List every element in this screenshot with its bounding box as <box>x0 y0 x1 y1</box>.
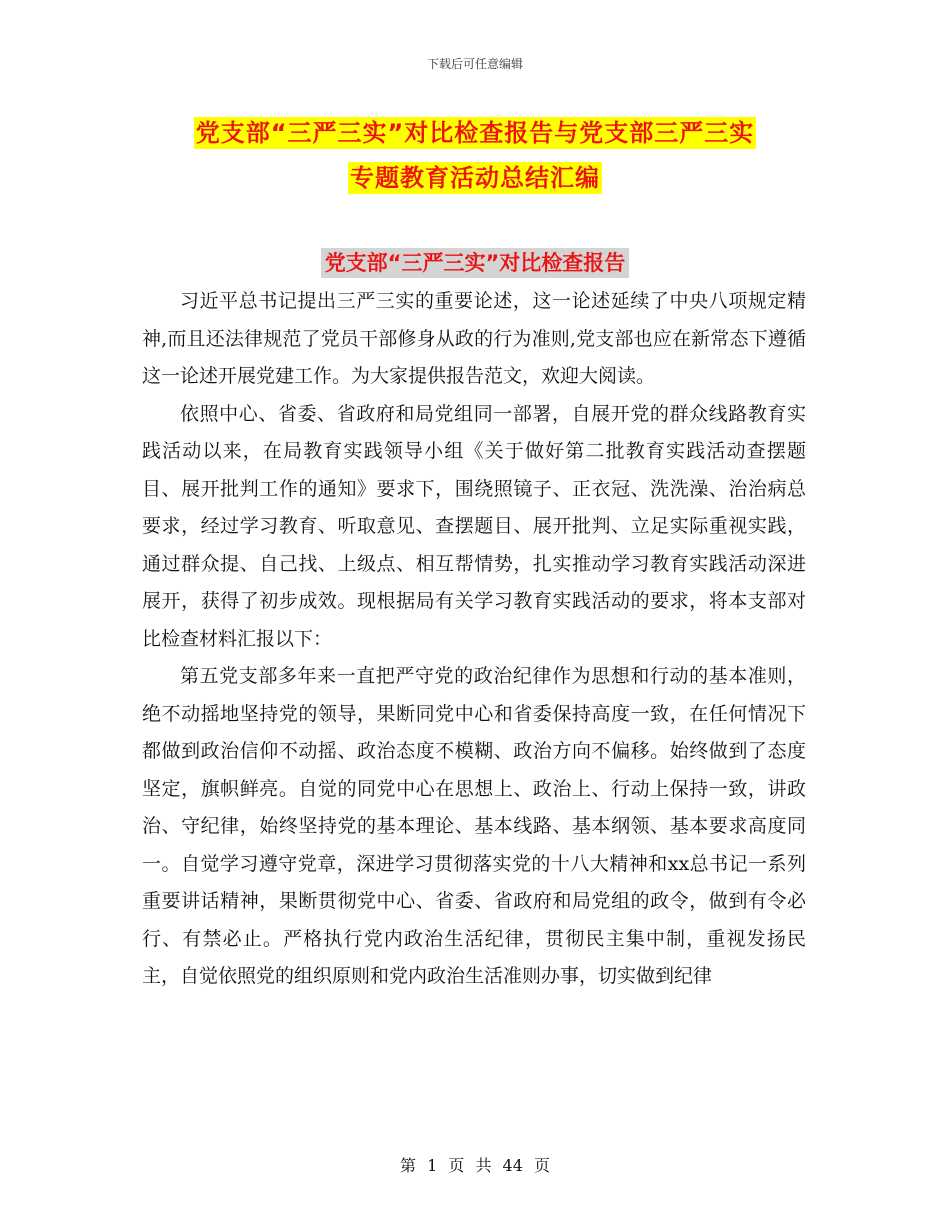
paragraph: 依照中心、省委、省政府和局党组同一部署，自展开党的群众线路教育实践活动以来，在局教育实践领导小组《关于做好第二批教育实践活动查摆题目、展开批判工作的通知》要求下，围绕照镜子、正衣冠、洗洗澡、治治病总要求，经过学习教育、听取意见、查摆题目、展开批判、立足实际重视实践，通过群众提、自己找、上级点、相互帮情势，扎实推动学习教育实践活动深进展开，获得了初步成效。现根据局有关学习教育实践活动的要求，将本支部对比检查材料汇报以下： <box>142 402 806 650</box>
page-footer: 第 1 页 共 44 页 <box>400 1156 550 1175</box>
paragraph: 第五党支部多年来一直把严守党的政治纪律作为思想和行动的基本准则，绝不动摇地坚持党的领导，果断同党中心和省委保持高度一致，在任何情况下都做到政治信仰不动摇、政治态度不模糊、政治方向不偏移。始终做到了态度坚定，旗帜鲜亮。自觉的同党中心在思想上、政治上、行动上保持一致，讲政治、守纪律，始终坚持党的基本理论、基本线路、基本纲领、基本要求高度同一。自觉学习遵守党章，深进学习贯彻落实党的十八大精神和xx总书记一系列重要讲话精神，果断贯彻党中心、省委、省政府和局党组的政令，做到有令必行、有禁必止。严格执行党内政治生活纪律，贯彻民主集中制，重视发扬民主，自觉依照党的组织原则和党内政治生活准则办事，切实做到纪律 <box>142 665 806 987</box>
paragraph: 习近平总书记提出三严三实的重要论述，这一论述延续了中央八项规定精神,而且还法律规范了党员干部修身从政的行为准则,党支部也应在新常态下遵循这一论述开展党建工作。为大家提供报告范文，欢迎大阅读。 <box>142 290 806 387</box>
header-note: 下载后可任意编辑 <box>426 57 523 71</box>
document-title-line-2-text: 专题教育活动总结汇编 <box>350 164 600 192</box>
document-title-line-2 <box>0 158 950 193</box>
section-title <box>0 247 950 277</box>
document-body <box>142 283 806 996</box>
document-title-line-1 <box>0 113 950 148</box>
document-title-line-1-text: 党支部“三严三实”对比检查报告与党支部三严三实 <box>195 119 755 147</box>
section-title-text: 党支部“三严三实”对比检查报告 <box>321 248 630 278</box>
